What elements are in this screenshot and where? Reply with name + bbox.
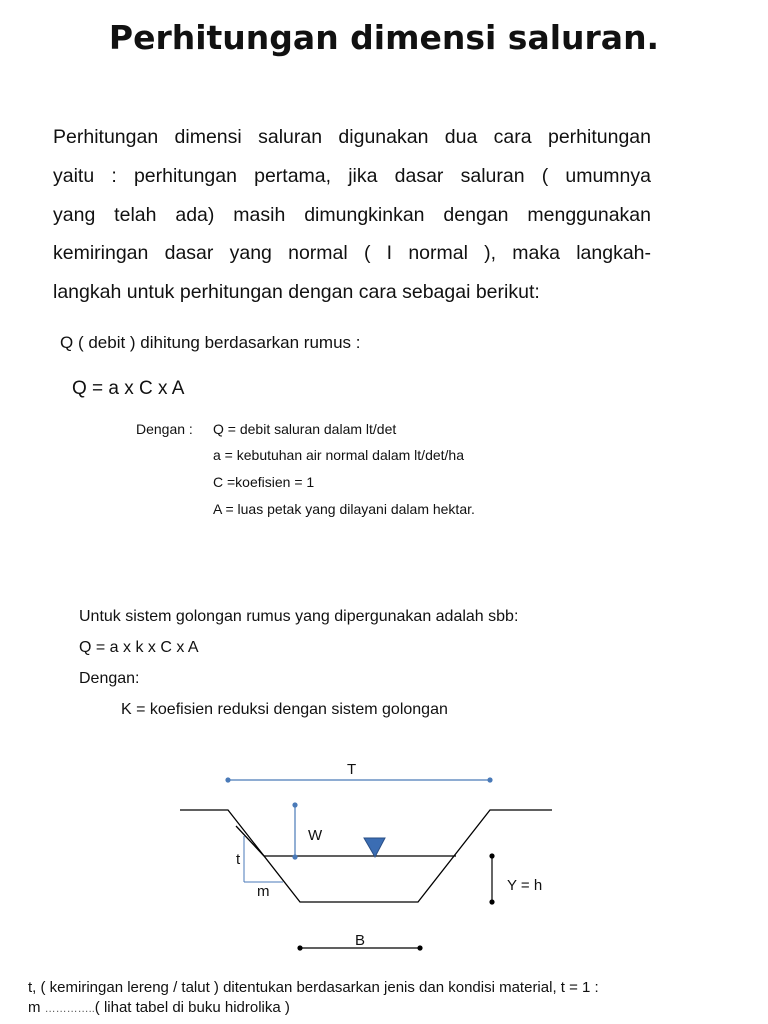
- dengan-label: Dengan :: [136, 421, 193, 437]
- definition-a: a = kebutuhan air normal dalam lt/det/ha: [213, 447, 464, 463]
- footer-line-1: t, ( kemiringan lereng / talut ) ditentukan berdasarkan jenis dan kondisi material, t = 1 :: [28, 979, 599, 996]
- intro-line-2: yaitu : perhitungan pertama, jika dasar saluran ( umumnya: [53, 165, 651, 187]
- dimension-T-end-dot: [487, 777, 492, 782]
- definition-c: C =koefisien = 1: [213, 474, 315, 490]
- slope-guides: [244, 836, 283, 882]
- dimension-T-start-dot: [225, 777, 230, 782]
- golongan-intro: Untuk sistem golongan rumus yang dipergunakan adalah sbb:: [79, 608, 519, 625]
- dimension-W-top-dot: [292, 802, 297, 807]
- footer-line-2: [28, 999, 290, 1016]
- page-title: Perhitungan dimensi saluran.: [108, 18, 660, 57]
- dimension-W: [292, 802, 297, 859]
- intro-line-3: yang telah ada) masih dimungkinkan dengan menggunakan: [53, 204, 651, 226]
- dimension-W-bottom-dot: [292, 854, 297, 859]
- debit-intro: Q ( debit ) dihitung berdasarkan rumus :: [60, 333, 361, 352]
- dimension-Yh: [489, 853, 494, 904]
- label-T: T: [347, 761, 357, 778]
- formula-main: Q = a x C x A: [72, 378, 185, 399]
- dimension-Yh-bottom-dot: [489, 899, 494, 904]
- definition-q: Q = debit saluran dalam lt/det: [213, 421, 397, 437]
- definition-area: A = luas petak yang dilayani dalam hektar.: [213, 501, 475, 517]
- footer-m: m: [28, 999, 45, 1016]
- label-W: W: [308, 827, 323, 844]
- k-definition: K = koefisien reduksi dengan sistem golongan: [121, 701, 448, 718]
- footer-dots: …………..: [44, 1003, 95, 1015]
- formula-golongan: Q = a x k x C x A: [79, 639, 199, 656]
- dengan-label-2: Dengan:: [79, 670, 140, 687]
- intro-line-1: Perhitungan dimensi saluran digunakan dua cara perhitungan: [53, 126, 651, 148]
- label-Y-h: Y = h: [507, 877, 543, 894]
- label-B: B: [355, 932, 366, 949]
- water-level-marker-icon: [364, 838, 385, 857]
- intro-line-4: kemiringan dasar yang normal ( I normal ), maka langkah-: [53, 242, 651, 264]
- footer-rest: ( lihat tabel di buku hidrolika ): [94, 999, 290, 1016]
- dimension-B-start-dot: [297, 945, 302, 950]
- dimension-T: [225, 777, 492, 782]
- dimension-B-end-dot: [417, 945, 422, 950]
- label-t: t: [236, 851, 241, 868]
- label-m: m: [257, 883, 270, 900]
- intro-line-5: langkah untuk perhitungan dengan cara sebagai berikut:: [53, 281, 540, 303]
- dimension-Yh-top-dot: [489, 853, 494, 858]
- inner-left-slope: [236, 826, 264, 856]
